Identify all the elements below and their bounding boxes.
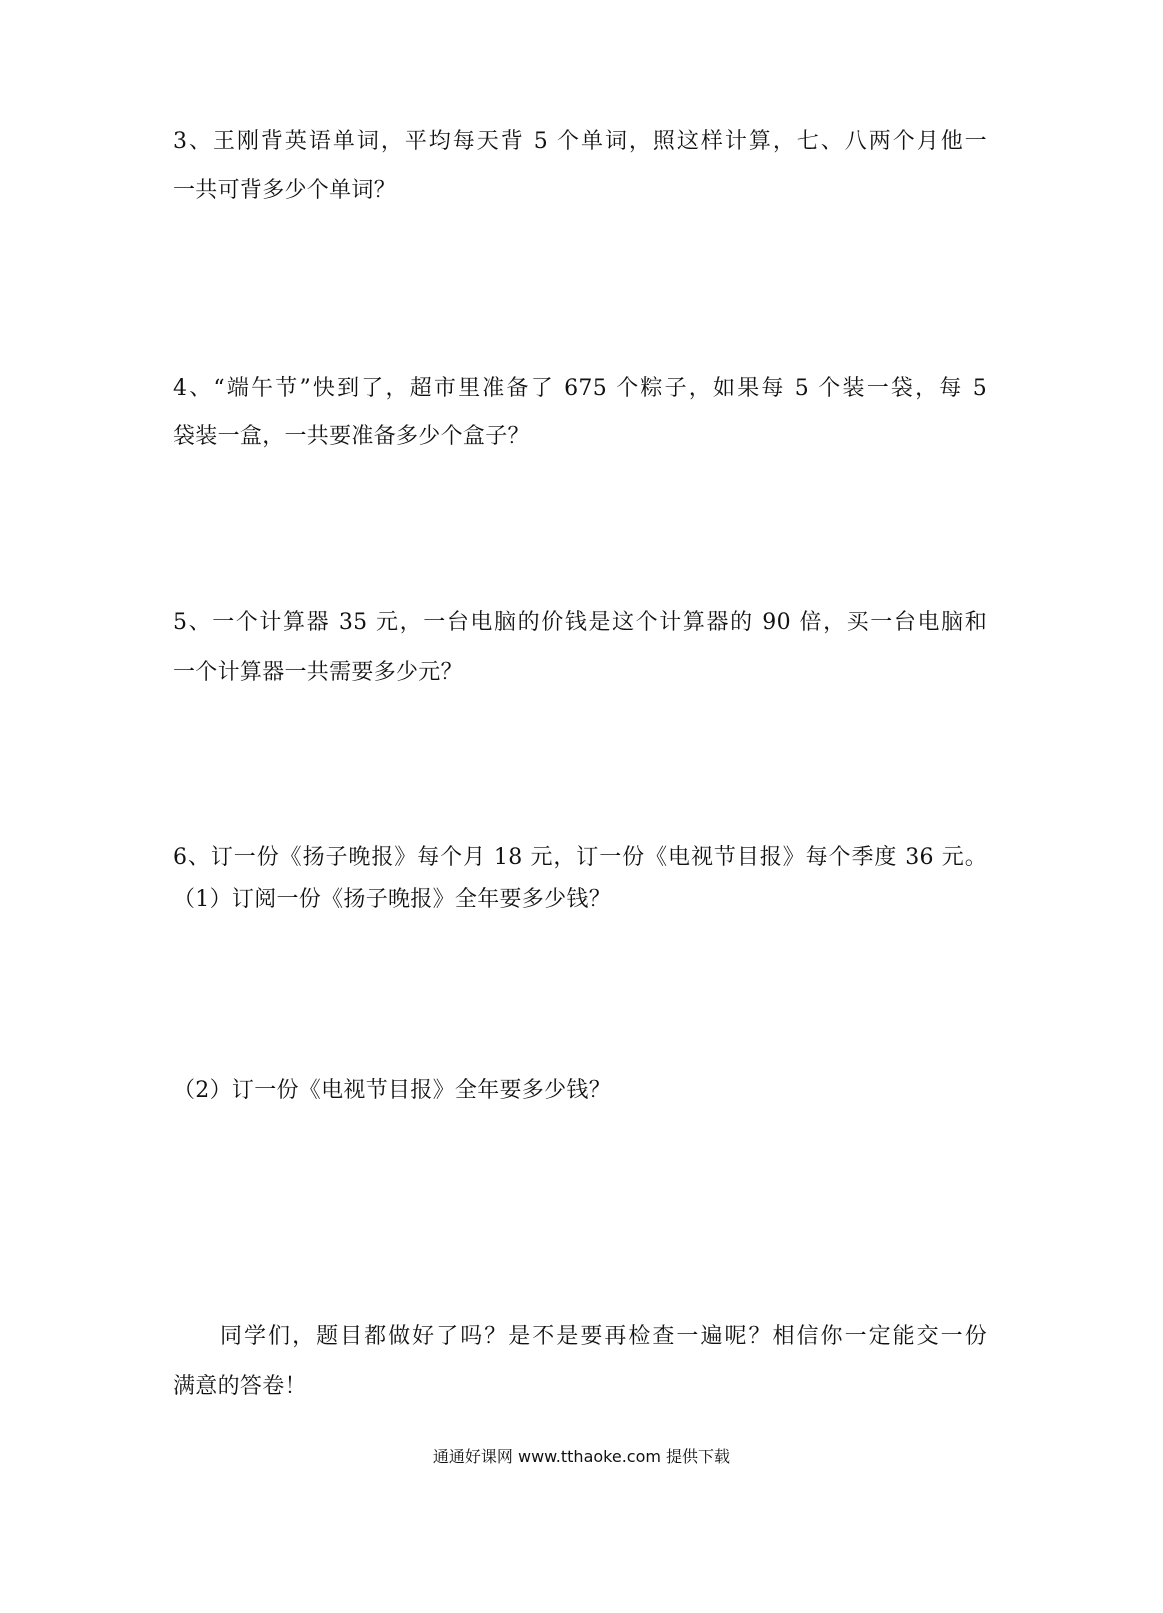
question-5-line-2: 一个计算器一共需要多少元？ <box>173 660 463 685</box>
question-3-line-2: 一共可背多少个单词？ <box>173 178 397 203</box>
closing-line-1: 同学们，题目都做好了吗？是不是要再检查一遍呢？相信你一定能交一份 <box>220 1324 987 1349</box>
question-6-sub-1: （1）订阅一份《扬子晚报》全年要多少钱？ <box>173 887 611 912</box>
question-4-line-2: 袋装一盒，一共要准备多少个盒子？ <box>173 424 530 449</box>
question-6-sub-2: （2）订一份《电视节目报》全年要多少钱？ <box>173 1078 611 1103</box>
footer-text: 通通好课网 www.tthaoke.com 提供下载 <box>432 1447 731 1466</box>
question-3-line-1: 3、王刚背英语单词，平均每天背 5 个单词，照这样计算，七、八两个月他一 <box>173 129 987 154</box>
question-5-line-1: 5、一个计算器 35 元，一台电脑的价钱是这个计算器的 90 倍，买一台电脑和 <box>173 610 987 635</box>
closing-line-2: 满意的答卷！ <box>173 1374 307 1399</box>
question-6-line-1: 6、订一份《扬子晚报》每个月 18 元，订一份《电视节目报》每个季度 36 元。 <box>173 845 987 870</box>
question-4-line-1: 4、“端午节”快到了，超市里准备了 675 个粽子，如果每 5 个装一袋，每 5 <box>173 376 987 401</box>
